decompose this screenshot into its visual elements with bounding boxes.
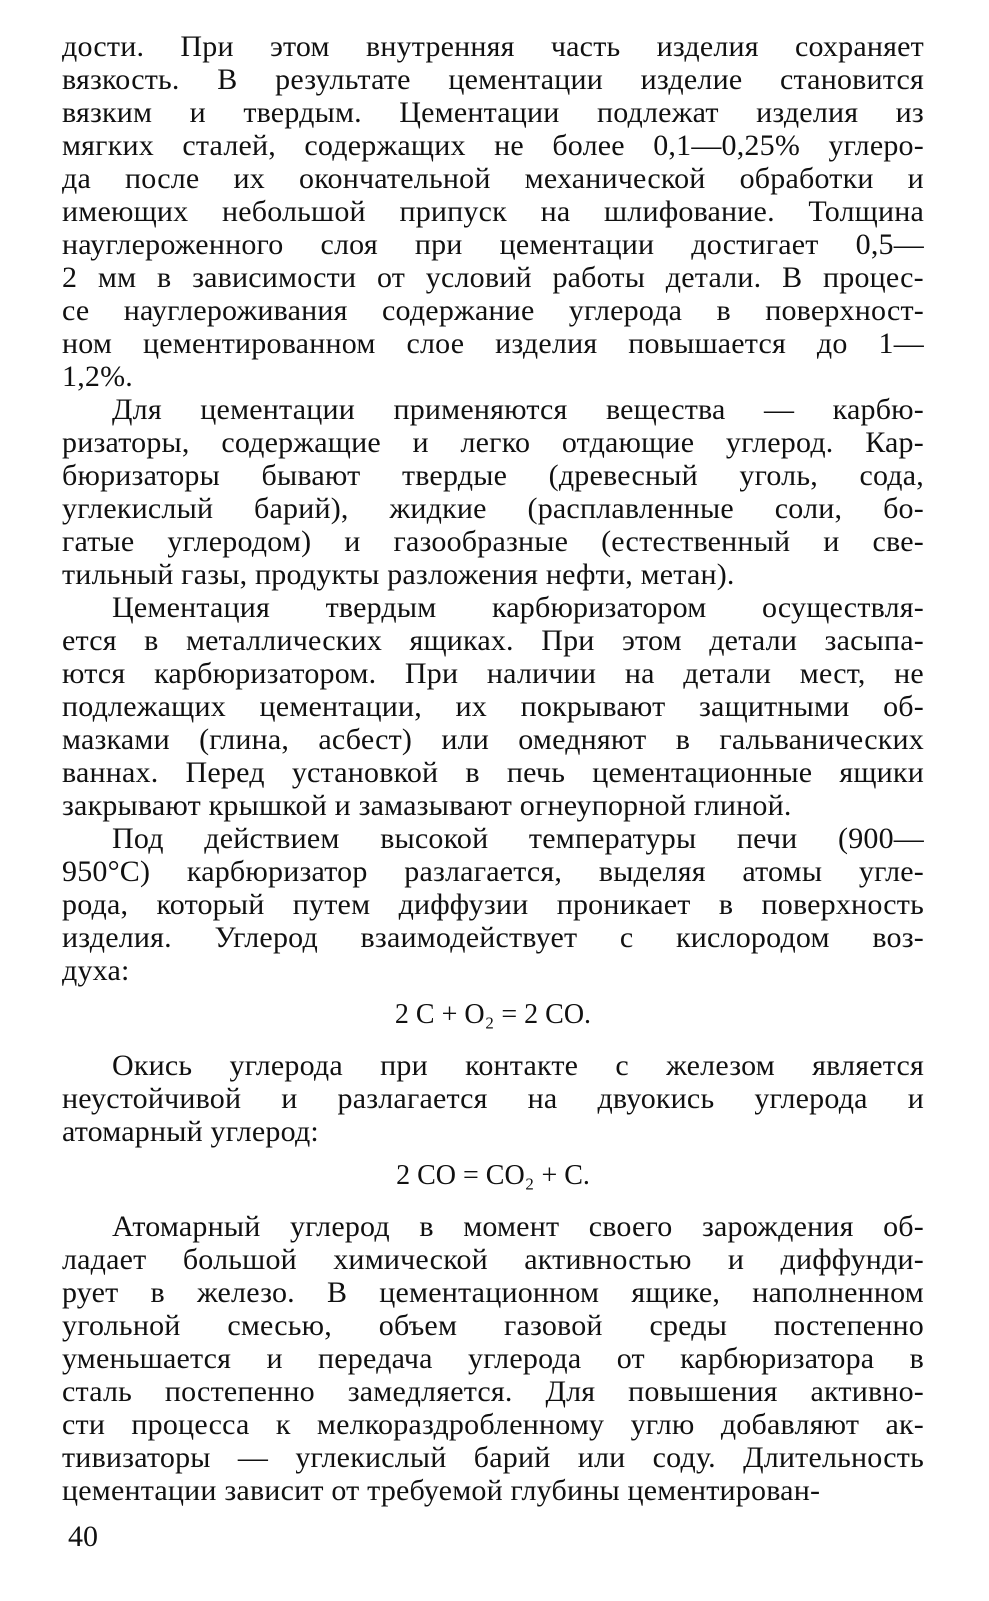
text-line: гатые углеродом) и газообразные (естественный и све- bbox=[62, 525, 924, 558]
text-line: угольной смесью, объем газовой среды постепенно bbox=[62, 1309, 924, 1342]
text-line: науглероженного слоя при цементации достигает 0,5— bbox=[62, 228, 924, 261]
text-line: мягких сталей, содержащих не более 0,1—0,25% углеро- bbox=[62, 129, 924, 162]
paragraph-5 bbox=[62, 1049, 924, 1148]
text-line: подлежащих цементации, их покрывают защитными об- bbox=[62, 690, 924, 723]
text-line: изделия. Углерод взаимодействует с кислородом воз- bbox=[62, 921, 924, 954]
text-line: углекислый барий), жидкие (расплавленные соли, бо- bbox=[62, 492, 924, 525]
text-line: Цементация твердым карбюризатором осуществля- bbox=[112, 591, 924, 624]
text-line: Для цементации применяются вещества — карбю- bbox=[112, 393, 924, 426]
text-line: 2 мм в зависимости от условий работы детали. В процес- bbox=[62, 261, 924, 294]
formula-co-formation: 2 C + O₂ = 2 CO. bbox=[394, 999, 592, 1030]
text-line: Под действием высокой температуры печи (900— bbox=[112, 822, 924, 855]
text-line: духа: bbox=[62, 954, 130, 987]
text-line: рует в железо. В цементационном ящике, наполненном bbox=[62, 1276, 924, 1309]
text-line: ется в металлических ящиках. При этом детали засыпа- bbox=[62, 624, 924, 657]
paragraph-2 bbox=[62, 393, 924, 591]
text-line: мазками (глина, асбест) или омедняют в гальванических bbox=[62, 723, 924, 756]
text-line: уменьшается и передача углерода от карбюризатора в bbox=[62, 1342, 924, 1375]
text-line: се науглероживания содержание углерода в поверхност- bbox=[62, 294, 924, 327]
text-line: рода, который путем диффузии проникает в поверхность bbox=[62, 888, 924, 921]
text-line: бюризаторы бывают твердые (древесный уголь, сода, bbox=[62, 459, 924, 492]
text-line: имеющих небольшой припуск на шлифование. Толщина bbox=[62, 195, 924, 228]
paragraph-1 bbox=[62, 30, 924, 393]
text-line: да после их окончательной механической обработки и bbox=[62, 162, 924, 195]
paragraph-6 bbox=[62, 1210, 924, 1507]
text-line: сти процесса к мелкораздробленному углю добавляют ак- bbox=[62, 1408, 924, 1441]
text-line: неустойчивой и разлагается на двуокись углерода и bbox=[62, 1082, 924, 1115]
text-line: ваннах. Перед установкой в печь цементационные ящики bbox=[62, 756, 924, 789]
text-line: вязкость. В результате цементации изделие становится bbox=[62, 63, 924, 96]
text-line: тивизаторы — углекислый барий или соду. Длительность bbox=[62, 1441, 924, 1474]
text-line: дости. При этом внутренняя часть изделия сохраняет bbox=[62, 30, 924, 63]
text-line: сталь постепенно замедляется. Для повышения активно- bbox=[62, 1375, 924, 1408]
text-line: 950°C) карбюризатор разлагается, выделяя атомы угле- bbox=[62, 855, 924, 888]
text-line: Окись углерода при контакте с железом является bbox=[112, 1049, 924, 1082]
text-line: ризаторы, содержащие и легко отдающие углерод. Кар- bbox=[62, 426, 924, 459]
text-line: ются карбюризатором. При наличии на детали мест, не bbox=[62, 657, 924, 690]
formula-co-decomposition: 2 CO = CO₂ + C. bbox=[396, 1160, 590, 1191]
text-line: Атомарный углерод в момент своего зарождения об- bbox=[112, 1210, 924, 1243]
text-line: ладает большой химической активностью и диффунди- bbox=[62, 1243, 924, 1276]
text-line: атомарный углерод: bbox=[62, 1115, 319, 1148]
paragraph-4 bbox=[62, 822, 924, 987]
text-line: тильный газы, продукты разложения нефти, метан). bbox=[62, 558, 735, 591]
paragraph-3 bbox=[62, 591, 924, 822]
page-text bbox=[62, 30, 924, 1507]
text-line: цементации зависит от требуемой глубины цементирован- bbox=[62, 1474, 821, 1507]
page-number: 40 bbox=[68, 1520, 98, 1553]
text-line: вязким и твердым. Цементации подлежат изделия из bbox=[62, 96, 924, 129]
text-line: 1,2%. bbox=[62, 360, 133, 393]
text-line: закрывают крышкой и замазывают огнеупорной глиной. bbox=[62, 789, 792, 822]
text-line: ном цементированном слое изделия повышается до 1— bbox=[62, 327, 924, 360]
